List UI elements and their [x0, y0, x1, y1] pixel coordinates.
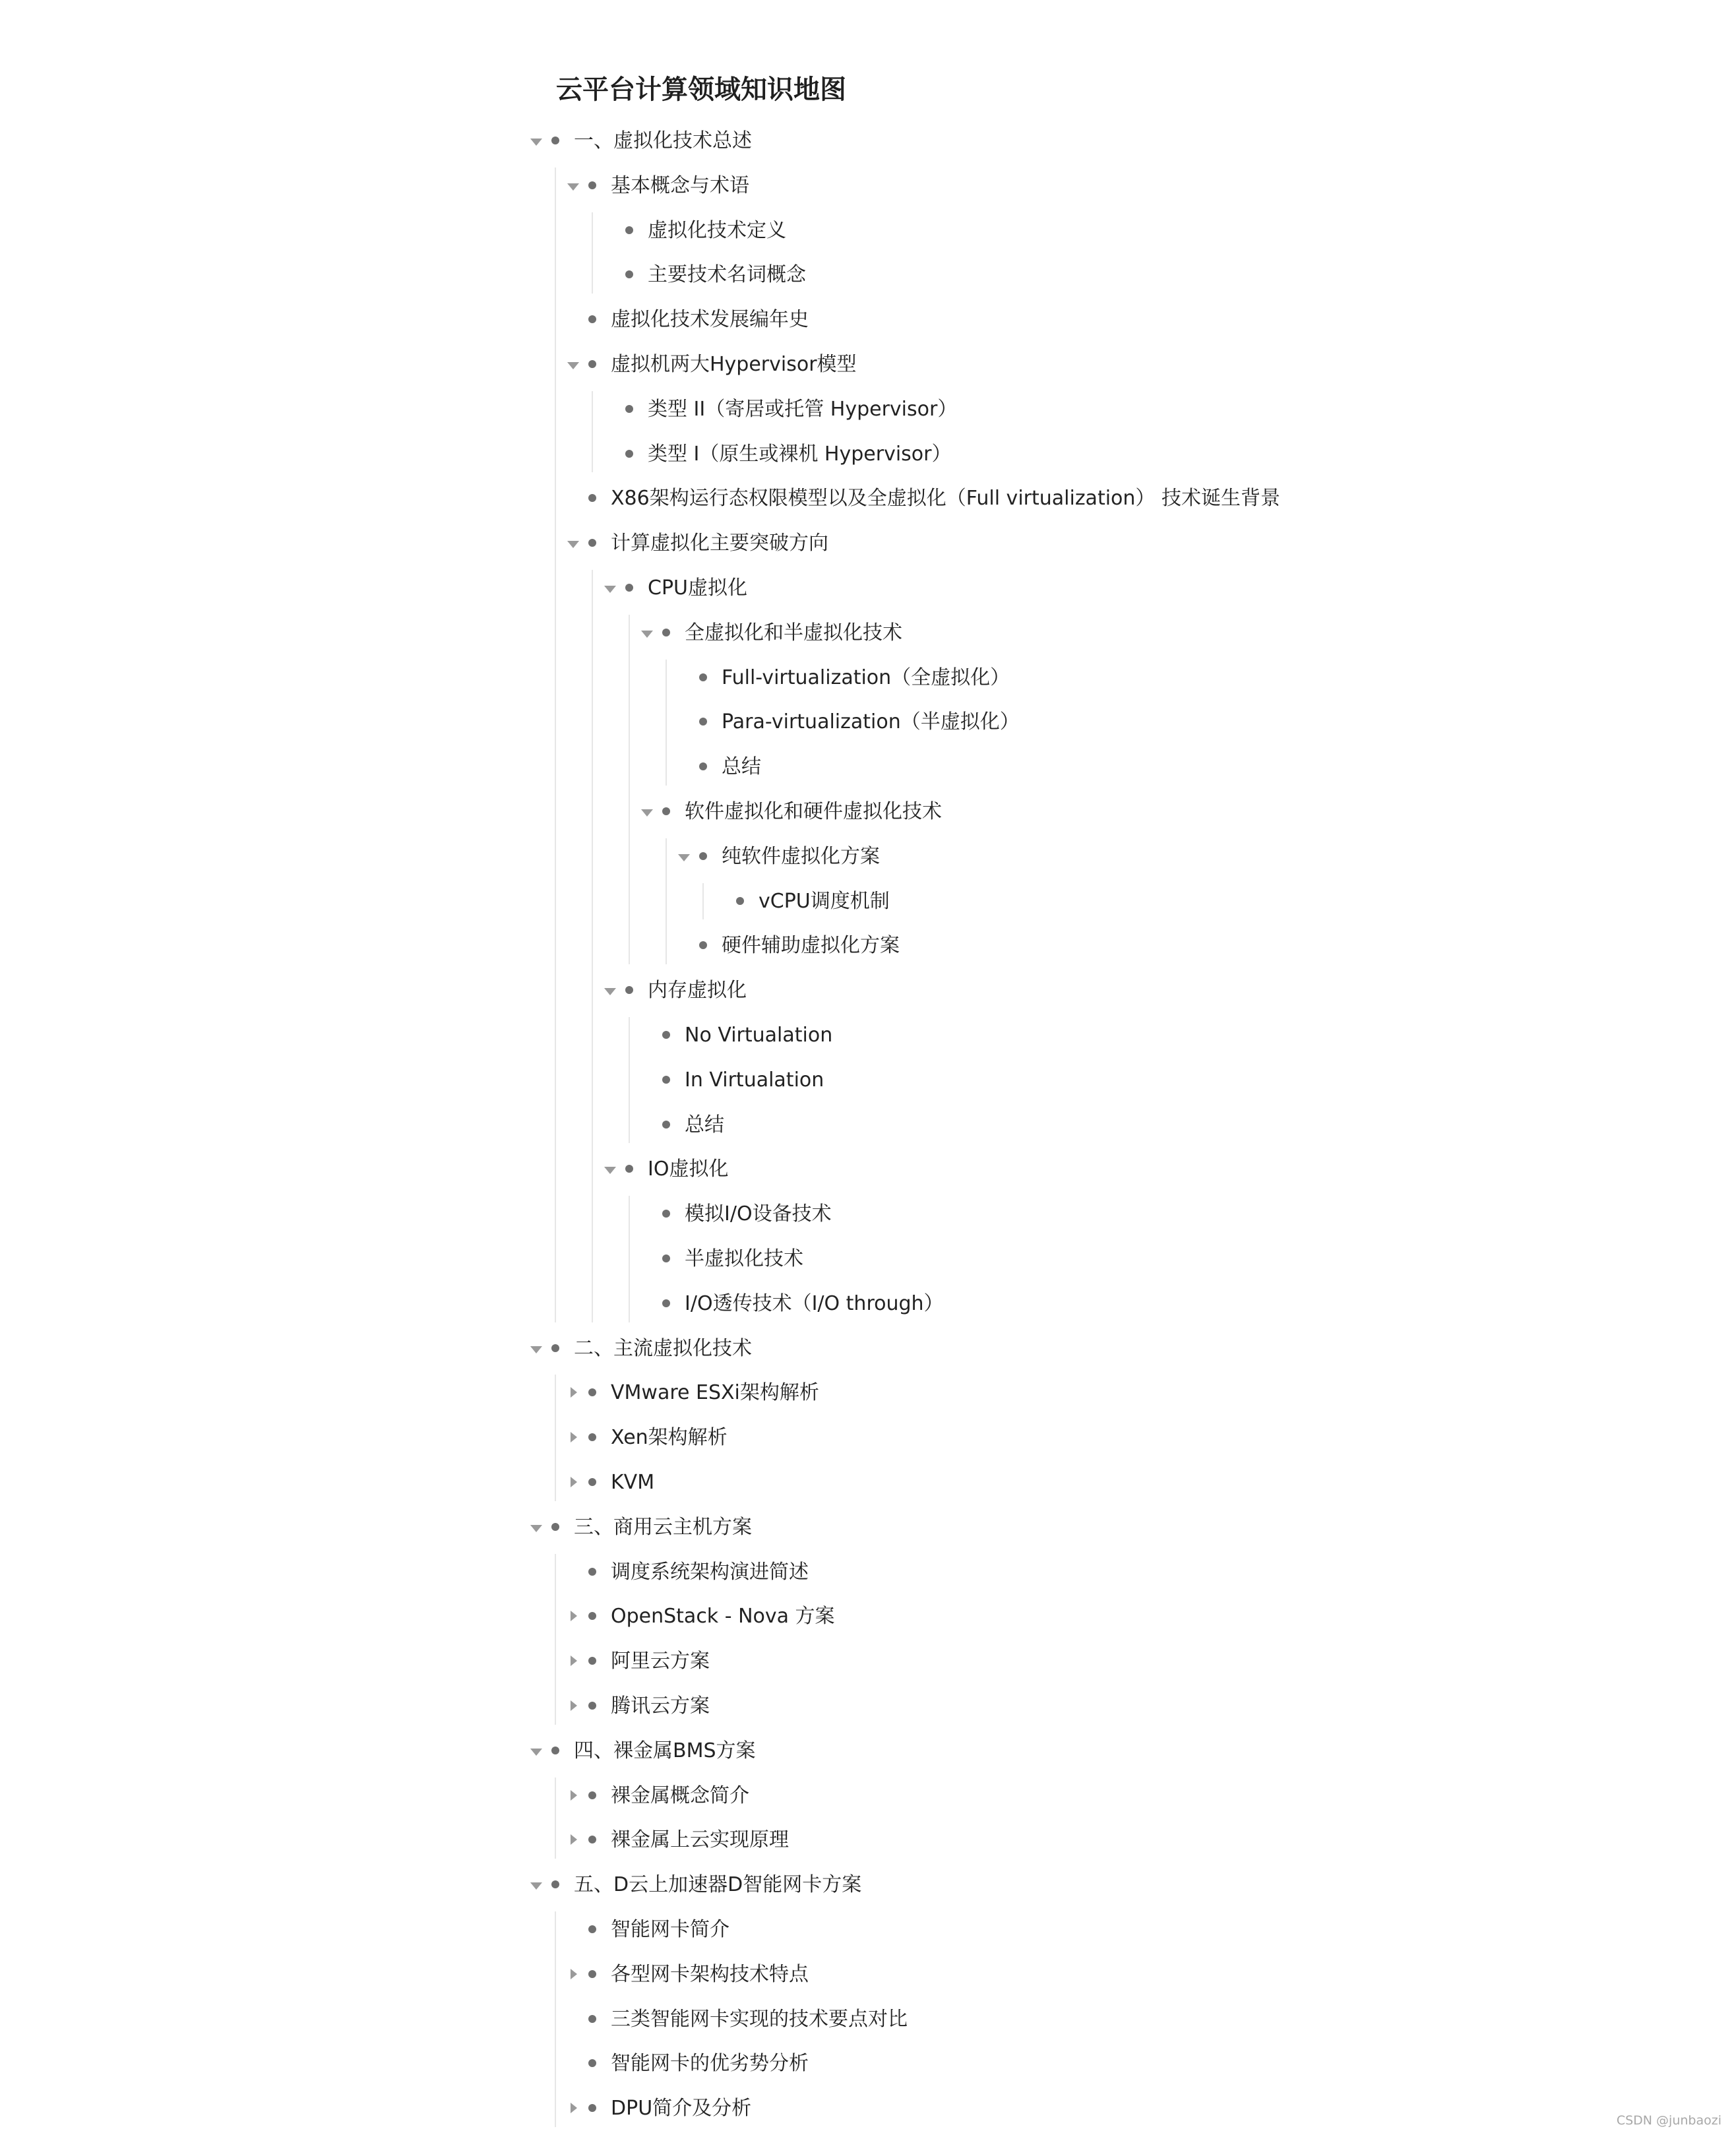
- collapse-toggle-icon[interactable]: [528, 1742, 546, 1760]
- outline-item[interactable]: [0, 119, 1736, 164]
- bullet-icon[interactable]: [588, 1433, 596, 1441]
- bullet-icon[interactable]: [588, 315, 596, 323]
- outline-item[interactable]: [0, 1907, 1736, 1952]
- outline-item[interactable]: [0, 1729, 1736, 1774]
- bullet-icon[interactable]: [699, 673, 707, 681]
- outline-item-label[interactable]: 半虚拟化技术: [685, 1247, 803, 1270]
- outline-item-label[interactable]: 一、虚拟化技术总述: [574, 129, 752, 152]
- bullet-icon[interactable]: [736, 897, 744, 905]
- outline-item-label[interactable]: 硬件辅助虚拟化方案: [722, 934, 900, 958]
- outline-item[interactable]: [0, 297, 1736, 342]
- outline-item[interactable]: [0, 656, 1736, 700]
- collapse-toggle-icon[interactable]: [638, 624, 657, 642]
- outline-item[interactable]: [0, 1863, 1736, 1907]
- collapse-toggle-icon[interactable]: [565, 356, 583, 374]
- indent-guide-line: [555, 1911, 556, 2127]
- outline-item[interactable]: [0, 1013, 1736, 1058]
- outline-item-label[interactable]: Para-virtualization（半虚拟化）: [722, 710, 1020, 734]
- bullet-icon[interactable]: [551, 1747, 559, 1754]
- bullet-icon[interactable]: [588, 2104, 596, 2112]
- outline-item-label[interactable]: 虚拟机两大Hypervisor模型: [611, 353, 857, 376]
- outline-item[interactable]: [0, 879, 1736, 924]
- bullet-icon[interactable]: [588, 1836, 596, 1843]
- outline-item[interactable]: [0, 387, 1736, 432]
- bullet-icon[interactable]: [588, 1388, 596, 1396]
- bullet-icon[interactable]: [625, 226, 633, 234]
- outline-item[interactable]: [0, 1774, 1736, 1818]
- outline-item-label[interactable]: Full-virtualization（全虚拟化）: [722, 666, 1010, 689]
- outline-item[interactable]: [0, 1103, 1736, 1148]
- bullet-icon[interactable]: [699, 718, 707, 726]
- expand-toggle-icon[interactable]: [565, 1697, 583, 1716]
- bullet-icon[interactable]: [662, 1254, 670, 1262]
- collapse-toggle-icon[interactable]: [602, 1160, 620, 1179]
- collapse-toggle-icon[interactable]: [528, 1876, 546, 1894]
- outline-item-label[interactable]: 主要技术名词概念: [648, 263, 806, 287]
- outline-item[interactable]: [0, 1997, 1736, 2042]
- outline-item-label[interactable]: 类型 I（原生或裸机 Hypervisor）: [648, 442, 952, 466]
- outline-item[interactable]: [0, 566, 1736, 611]
- outline-item-label[interactable]: No Virtualation: [685, 1024, 833, 1047]
- collapse-toggle-icon[interactable]: [565, 177, 583, 195]
- indent-guide-line: [592, 212, 593, 294]
- outline-item-label[interactable]: 三、商用云主机方案: [574, 1515, 752, 1539]
- indent-guide-line: [555, 1778, 556, 1859]
- indent-guide-line: [592, 391, 593, 473]
- indent-guide-line: [666, 660, 667, 786]
- outline-item-label[interactable]: 纯软件虚拟化方案: [722, 844, 880, 868]
- outline-item[interactable]: [0, 1818, 1736, 1863]
- bullet-icon[interactable]: [588, 494, 596, 502]
- outline-item[interactable]: [0, 834, 1736, 879]
- indent-guide-line: [592, 570, 593, 1322]
- indent-guide-line: [629, 1196, 630, 1322]
- bullet-icon[interactable]: [662, 1299, 670, 1307]
- outline-item-label[interactable]: OpenStack - Nova 方案: [611, 1605, 835, 1628]
- indent-guide-line: [666, 838, 667, 964]
- expand-toggle-icon[interactable]: [565, 1831, 583, 1849]
- bullet-icon[interactable]: [588, 1791, 596, 1799]
- bullet-icon[interactable]: [588, 2059, 596, 2067]
- indent-guide-line: [555, 168, 556, 1322]
- bullet-icon[interactable]: [588, 360, 596, 368]
- collapse-toggle-icon[interactable]: [638, 803, 657, 821]
- bullet-icon[interactable]: [699, 762, 707, 770]
- outline-item[interactable]: [0, 611, 1736, 656]
- outline-item-label[interactable]: 软件虚拟化和硬件虚拟化技术: [685, 800, 942, 823]
- outline-item[interactable]: [0, 1147, 1736, 1192]
- expand-toggle-icon[interactable]: [565, 1473, 583, 1492]
- collapse-toggle-icon[interactable]: [565, 534, 583, 553]
- outline-item-label[interactable]: 裸金属上云实现原理: [611, 1828, 789, 1852]
- collapse-toggle-icon[interactable]: [602, 579, 620, 598]
- outline-item[interactable]: [0, 2041, 1736, 2086]
- bullet-icon[interactable]: [551, 1344, 559, 1352]
- collapse-toggle-icon[interactable]: [675, 848, 694, 866]
- bullet-icon[interactable]: [588, 1568, 596, 1576]
- bullet-icon[interactable]: [588, 1925, 596, 1933]
- collapse-toggle-icon[interactable]: [528, 1518, 546, 1537]
- outline-item-label[interactable]: 智能网卡的优劣势分析: [611, 2052, 809, 2076]
- outline-item[interactable]: [0, 1192, 1736, 1237]
- bullet-icon[interactable]: [625, 405, 633, 413]
- outline-item[interactable]: [0, 432, 1736, 477]
- collapse-toggle-icon[interactable]: [528, 132, 546, 150]
- outline-item-label[interactable]: 类型 II（寄居或托管 Hypervisor）: [648, 397, 958, 421]
- outline-item[interactable]: [0, 342, 1736, 387]
- collapse-toggle-icon[interactable]: [602, 981, 620, 1000]
- outline-item-label[interactable]: 五、D云上加速器D智能网卡方案: [574, 1873, 862, 1897]
- outline-item-label[interactable]: CPU虚拟化: [648, 576, 747, 600]
- bullet-icon[interactable]: [588, 1478, 596, 1486]
- indent-guide-line: [702, 883, 704, 920]
- outline-item[interactable]: [0, 700, 1736, 745]
- outline-item[interactable]: [0, 1415, 1736, 1460]
- bullet-icon[interactable]: [551, 1880, 559, 1888]
- bullet-icon[interactable]: [625, 1165, 633, 1173]
- outline-item[interactable]: [0, 1237, 1736, 1282]
- outline-item-label[interactable]: 四、裸金属BMS方案: [574, 1739, 756, 1762]
- outline-item-label[interactable]: X86架构运行态权限模型以及全虚拟化（Full virtualization） 技术诞生背景: [611, 487, 1280, 511]
- outline-item[interactable]: [0, 1371, 1736, 1415]
- outline-item[interactable]: [0, 164, 1736, 208]
- outline-item[interactable]: [0, 1550, 1736, 1595]
- outline-item[interactable]: [0, 521, 1736, 566]
- outline-item-label[interactable]: IO虚拟化: [648, 1158, 729, 1181]
- expand-toggle-icon[interactable]: [565, 2099, 583, 2118]
- bullet-icon[interactable]: [699, 852, 707, 860]
- outline-item-label[interactable]: 腾讯云方案: [611, 1694, 710, 1718]
- outline-item[interactable]: [0, 2086, 1736, 2131]
- indent-guide-line: [629, 1017, 630, 1143]
- bullet-icon[interactable]: [588, 1612, 596, 1620]
- bullet-icon[interactable]: [588, 1970, 596, 1978]
- outline-item[interactable]: [0, 1282, 1736, 1326]
- outline-item[interactable]: [0, 790, 1736, 834]
- outline-item-label[interactable]: 调度系统架构演进简述: [611, 1560, 809, 1584]
- outline-item-label[interactable]: VMware ESXi架构解析: [611, 1381, 819, 1405]
- outline-item-label[interactable]: 二、主流虚拟化技术: [574, 1336, 752, 1360]
- expand-toggle-icon[interactable]: [565, 1384, 583, 1402]
- outline-item[interactable]: [0, 208, 1736, 253]
- bullet-icon[interactable]: [588, 1657, 596, 1665]
- indent-guide-line: [555, 1554, 556, 1725]
- collapse-toggle-icon[interactable]: [528, 1340, 546, 1358]
- outline-item-label[interactable]: In Virtualation: [685, 1068, 824, 1092]
- outline-item[interactable]: [0, 1952, 1736, 1997]
- outline-item[interactable]: [0, 1058, 1736, 1103]
- outline-item-label[interactable]: 总结: [685, 1113, 724, 1136]
- outline-item[interactable]: [0, 923, 1736, 968]
- outline-item[interactable]: [0, 253, 1736, 297]
- bullet-icon[interactable]: [588, 1702, 596, 1710]
- outline-item-label[interactable]: 总结: [722, 755, 761, 779]
- bullet-icon[interactable]: [662, 1031, 670, 1039]
- expand-toggle-icon[interactable]: [565, 1966, 583, 1984]
- bullet-icon[interactable]: [625, 450, 633, 458]
- expand-toggle-icon[interactable]: [565, 1607, 583, 1626]
- bullet-icon[interactable]: [551, 1523, 559, 1531]
- expand-toggle-icon[interactable]: [565, 1787, 583, 1805]
- outline-item-label[interactable]: DPU简介及分析: [611, 2097, 752, 2121]
- bullet-icon[interactable]: [662, 1076, 670, 1084]
- outline-item-label[interactable]: Xen架构解析: [611, 1426, 728, 1450]
- outline-item[interactable]: [0, 1684, 1736, 1729]
- expand-toggle-icon[interactable]: [565, 1429, 583, 1447]
- expand-toggle-icon[interactable]: [565, 1652, 583, 1671]
- outline-item[interactable]: [0, 968, 1736, 1013]
- watermark-text: CSDN @junbaozi: [1616, 2113, 1721, 2128]
- outline-item-label[interactable]: 虚拟化技术发展编年史: [611, 308, 809, 332]
- indent-guide-line: [629, 615, 630, 964]
- outline-item[interactable]: [0, 1460, 1736, 1505]
- outline-item-label[interactable]: vCPU调度机制: [759, 889, 890, 913]
- bullet-icon[interactable]: [625, 584, 633, 592]
- bullet-icon[interactable]: [588, 2015, 596, 2023]
- outline-item[interactable]: [0, 1505, 1736, 1550]
- bullet-icon[interactable]: [625, 986, 633, 994]
- bullet-icon[interactable]: [699, 941, 707, 949]
- indent-guide-line: [555, 1375, 556, 1501]
- outline-item-label[interactable]: 内存虚拟化: [648, 979, 747, 1003]
- bullet-icon[interactable]: [588, 539, 596, 547]
- outline-item-label[interactable]: 计算虚拟化主要突破方向: [611, 532, 828, 555]
- bullet-icon[interactable]: [662, 1210, 670, 1218]
- outline-item-label[interactable]: 智能网卡简介: [611, 1918, 729, 1941]
- bullet-icon[interactable]: [662, 629, 670, 636]
- outline-item[interactable]: [0, 1326, 1736, 1371]
- outline-item[interactable]: [0, 745, 1736, 790]
- outline-item-label[interactable]: 三类智能网卡实现的技术要点对比: [611, 2007, 908, 2031]
- outline-item-label[interactable]: 虚拟化技术定义: [648, 218, 786, 242]
- bullet-icon[interactable]: [625, 270, 633, 278]
- bullet-icon[interactable]: [551, 137, 559, 144]
- outline-item-label[interactable]: I/O透传技术（I/O through）: [685, 1291, 944, 1315]
- outline-item-label[interactable]: KVM: [611, 1471, 655, 1494]
- outline-item-label[interactable]: 裸金属概念简介: [611, 1783, 749, 1807]
- outline-item-label[interactable]: 阿里云方案: [611, 1650, 710, 1673]
- outline-item[interactable]: [0, 1594, 1736, 1639]
- outline-item-label[interactable]: 全虚拟化和半虚拟化技术: [685, 621, 902, 644]
- bullet-icon[interactable]: [662, 807, 670, 815]
- outline-item-label[interactable]: 模拟I/O设备技术: [685, 1202, 832, 1226]
- outline-item-label[interactable]: 基本概念与术语: [611, 173, 749, 197]
- bullet-icon[interactable]: [662, 1121, 670, 1129]
- outline-item[interactable]: [0, 476, 1736, 521]
- bullet-icon[interactable]: [588, 181, 596, 189]
- page-title: 云平台计算领域知识地图: [556, 75, 846, 105]
- outline-item-label[interactable]: 各型网卡架构技术特点: [611, 1962, 809, 1986]
- outline-item[interactable]: [0, 1639, 1736, 1684]
